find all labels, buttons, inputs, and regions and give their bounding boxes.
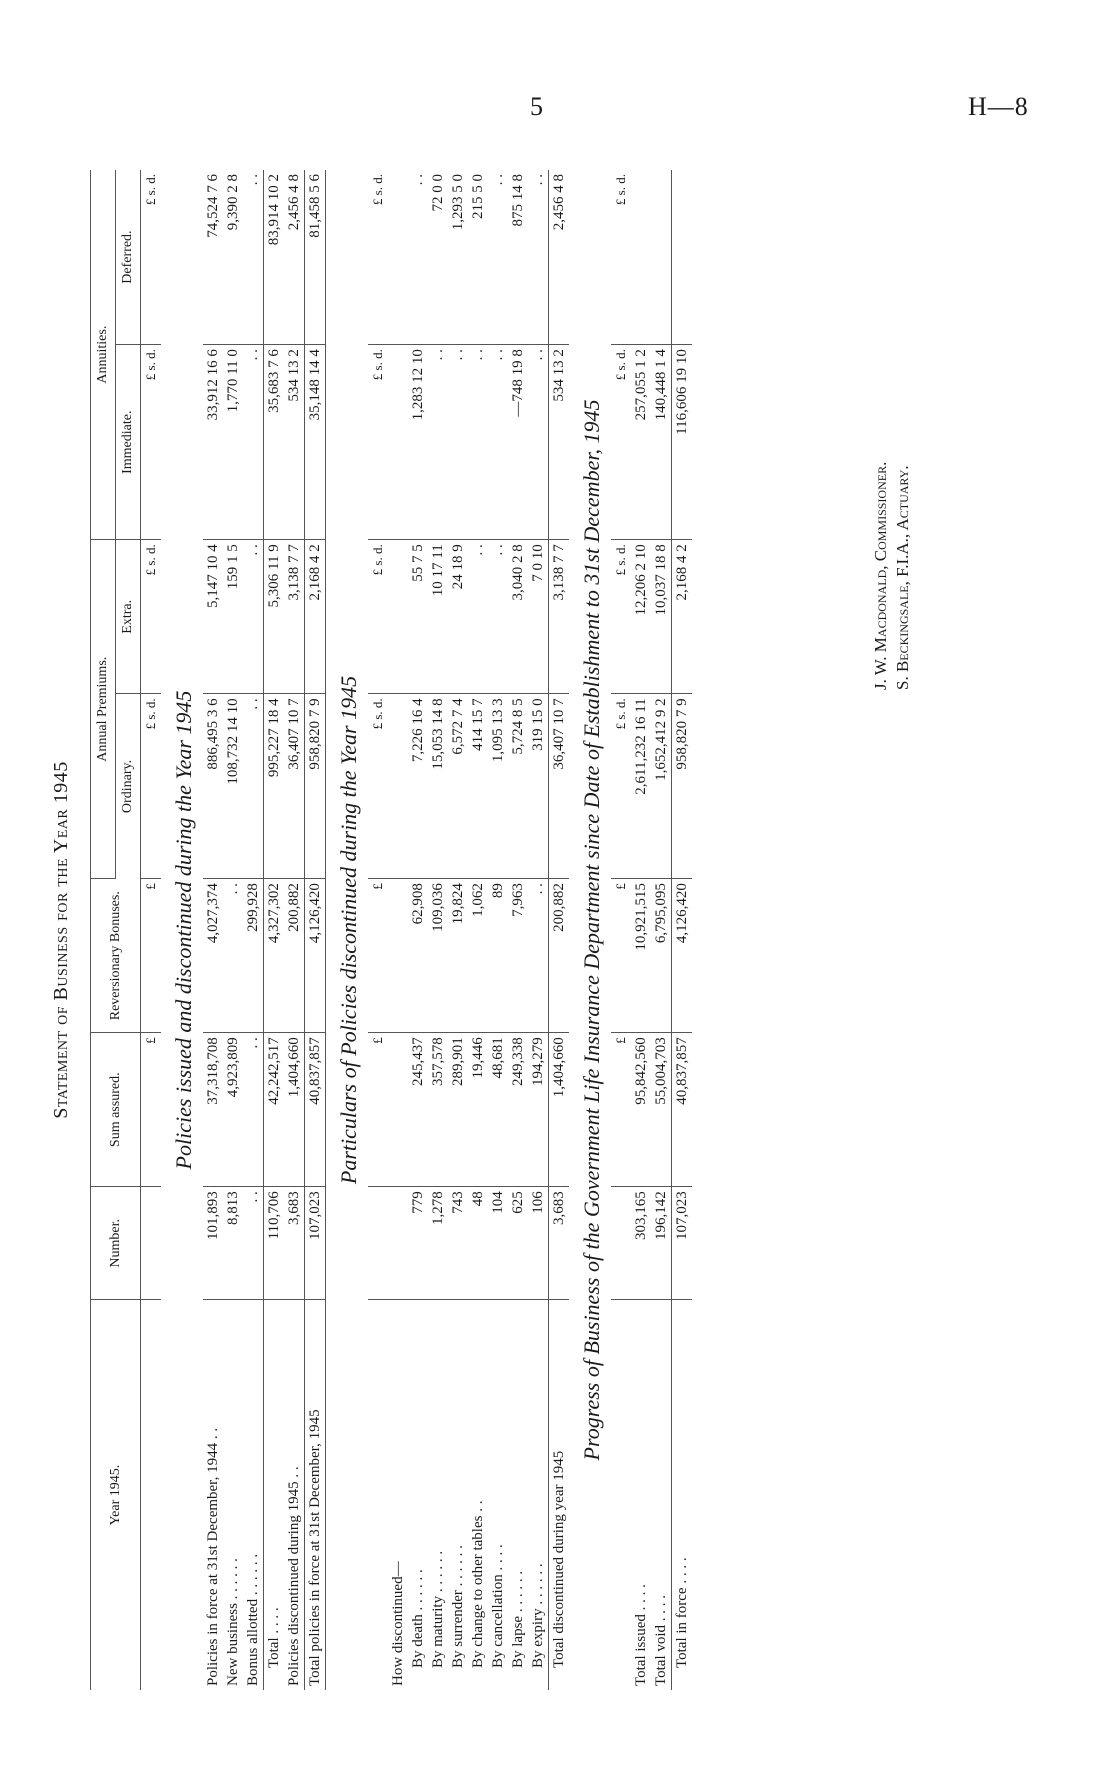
row-label — [141, 1300, 162, 1690]
table-cell — [388, 1033, 408, 1187]
header-annual-premiums: Annual Premiums. — [91, 540, 116, 879]
table-cell: 3,138 7 7 — [284, 540, 305, 694]
table-cell: 48,681 — [488, 1033, 508, 1187]
table-cell: 357,578 — [428, 1033, 448, 1187]
table-cell: 7 0 10 — [528, 540, 549, 694]
table-cell: 159 1 5 — [223, 540, 243, 694]
table-cell: 95,842,560 — [631, 1033, 651, 1187]
section-heading: Progress of Business of the Government Life Insurance Department since Date of Establishment to 31st December, 1945 — [579, 399, 604, 1461]
table-cell: £ — [368, 1033, 388, 1187]
table-cell: 55,004,703 — [651, 1033, 672, 1187]
table-cell: . . — [243, 170, 264, 345]
table-cell: . . — [223, 879, 243, 1033]
table-cell: 2,611,232 16 11 — [631, 694, 651, 879]
table-cell: 74,524 7 6 — [203, 170, 223, 345]
table-cell: 19,824 — [448, 879, 468, 1033]
table-cell: £ s. d. — [141, 345, 162, 540]
table-row — [203, 170, 223, 1690]
table-cell: 196,142 — [651, 1187, 672, 1300]
table-cell: 9,390 2 8 — [223, 170, 243, 345]
table-row — [408, 170, 428, 1690]
table-cell: 1,404,660 — [549, 1033, 570, 1187]
table-cell: 10,921,515 — [631, 879, 651, 1033]
table-cell: £ s. d. — [611, 540, 631, 694]
table-cell: 107,023 — [672, 1187, 693, 1300]
table-cell: 2,456 4 8 — [549, 170, 570, 345]
table-row — [305, 170, 326, 1690]
table-cell: 12,206 2 10 — [631, 540, 651, 694]
table-cell: 116,606 19 10 — [672, 345, 693, 540]
table-cell: £ — [611, 879, 631, 1033]
table-cell: 72 0 0 — [428, 170, 448, 345]
table-cell: 2,168 4 2 — [672, 540, 693, 694]
table-cell: 35,148 14 4 — [305, 345, 326, 540]
row-label — [611, 1300, 631, 1690]
row-label: By cancellation . . . . — [490, 1544, 506, 1668]
header-ordinary: Ordinary. — [116, 694, 141, 879]
table-row — [368, 170, 388, 1690]
table-row — [388, 170, 408, 1690]
table-cell: 3,138 7 7 — [549, 540, 570, 694]
table-cell: £ — [368, 879, 388, 1033]
table-cell: 299,928 — [243, 879, 264, 1033]
row-label: Total discontinued during year 1945 — [549, 1300, 570, 1690]
table-cell: 1,652,412 9 2 — [651, 694, 672, 879]
table-cell: 2,456 4 8 — [284, 170, 305, 345]
table-row — [264, 170, 285, 1690]
table-cell: 534 13 2 — [549, 345, 570, 540]
table-cell — [388, 879, 408, 1033]
table-row — [448, 170, 468, 1690]
row-label: Total . . . . — [264, 1300, 285, 1690]
table-cell: . . — [408, 170, 428, 345]
table-cell: 48 — [468, 1187, 488, 1300]
table-cell — [388, 694, 408, 879]
table-cell: £ s. d. — [368, 345, 388, 540]
table-cell — [368, 1187, 388, 1300]
table-cell: 62,908 — [408, 879, 428, 1033]
header-extra: Extra. — [116, 540, 141, 694]
table-cell: 1,404,660 — [284, 1033, 305, 1187]
signature-commissioner: J. W. Macdonald, Commissioner. — [871, 461, 890, 690]
statement-body — [141, 170, 693, 1690]
table-cell: 249,338 — [508, 1033, 528, 1187]
table-cell: . . — [528, 879, 549, 1033]
table-cell: 245,437 — [408, 1033, 428, 1187]
header-annuities: Annuities. — [91, 170, 116, 540]
table-cell — [611, 1187, 631, 1300]
table-cell — [388, 540, 408, 694]
table-cell: 875 14 8 — [508, 170, 528, 345]
row-label: By change to other tables . . — [470, 1500, 486, 1668]
table-cell: 55 7 5 — [408, 540, 428, 694]
row-label: Total void . . . . — [653, 1594, 669, 1686]
table-cell: £ s. d. — [368, 694, 388, 879]
table-row — [468, 170, 488, 1690]
row-label: New business . . . . . . — [225, 1558, 241, 1686]
row-label: By maturity . . . . . . — [430, 1550, 446, 1668]
header-deferred: Deferred. — [116, 170, 141, 345]
table-cell: 4,126,420 — [305, 879, 326, 1033]
table-cell: . . — [488, 170, 508, 345]
table-cell: 200,882 — [549, 879, 570, 1033]
table-cell: 89 — [488, 879, 508, 1033]
table-cell: 6,795,095 — [651, 879, 672, 1033]
table-cell: 2,168 4 2 — [305, 540, 326, 694]
table-cell: . . — [468, 345, 488, 540]
table-cell: 779 — [408, 1187, 428, 1300]
table-cell: 8,813 — [223, 1187, 243, 1300]
table-cell: 5,147 10 4 — [203, 540, 223, 694]
table-cell: 3,040 2 8 — [508, 540, 528, 694]
table-cell: 33,912 16 6 — [203, 345, 223, 540]
table-cell: . . — [243, 1187, 264, 1300]
table-cell: . . — [243, 540, 264, 694]
table-cell: . . — [243, 1033, 264, 1187]
table-row — [141, 170, 162, 1690]
row-label: By expiry . . . . . . — [530, 1563, 546, 1668]
table-cell: 4,126,420 — [672, 879, 693, 1033]
table-cell: 5,724 8 5 — [508, 694, 528, 879]
table-cell: 37,318,708 — [203, 1033, 223, 1187]
table-row — [549, 170, 570, 1690]
table-cell: . . — [468, 540, 488, 694]
row-label: Policies in force at 31st December, 1944 . . — [205, 1427, 221, 1686]
table-cell: 1,293 5 0 — [448, 170, 468, 345]
table-cell — [388, 170, 408, 345]
row-label — [368, 1300, 388, 1690]
row-label: Total in force . . . . — [672, 1300, 693, 1690]
table-cell: £ s. d. — [141, 170, 162, 345]
table-cell: 81,458 5 6 — [305, 170, 326, 345]
table-cell: 6,572 7 4 — [448, 694, 468, 879]
section-heading-row — [161, 170, 203, 1690]
table-row — [611, 170, 631, 1690]
row-label: Policies discontinued during 1945 . . — [286, 1466, 302, 1686]
table-cell: . . — [243, 345, 264, 540]
table-row — [284, 170, 305, 1690]
table-cell: 10 17 11 — [428, 540, 448, 694]
statement-table — [90, 170, 692, 1690]
table-cell: 958,820 7 9 — [305, 694, 326, 879]
row-label: Total issued . . . . — [633, 1584, 649, 1686]
header-year: Year 1945. — [91, 1300, 141, 1690]
table-cell: 3,683 — [284, 1187, 305, 1300]
table-row — [488, 170, 508, 1690]
table-cell: 995,227 18 4 — [264, 694, 285, 879]
table-cell: . . — [488, 345, 508, 540]
row-label: How discontinued— — [390, 1561, 406, 1686]
rotated-statement — [50, 150, 980, 1730]
table-cell: 1,062 — [468, 879, 488, 1033]
table-cell: 15,053 14 8 — [428, 694, 448, 879]
page-code: H—8 — [968, 92, 1029, 121]
table-cell: . . — [528, 345, 549, 540]
table-cell: £ s. d. — [141, 694, 162, 879]
header-number: Number. — [91, 1187, 141, 1300]
table-cell: 1,095 13 3 — [488, 694, 508, 879]
table-row — [631, 170, 651, 1690]
row-label: Total policies in force at 31st December, 1945 — [305, 1300, 326, 1690]
table-cell: 42,242,517 — [264, 1033, 285, 1187]
header-immediate: Immediate. — [116, 345, 141, 540]
page-number: 5 — [530, 92, 543, 121]
table-cell: £ s. d. — [368, 170, 388, 345]
section-heading: Particulars of Policies discontinued during the Year 1945 — [336, 675, 361, 1185]
row-label: By lapse . . . . . . — [510, 1570, 526, 1668]
statement-title: Statement of Business for the Year 1945 — [50, 761, 72, 1119]
table-cell — [631, 170, 651, 345]
table-cell: 101,893 — [203, 1187, 223, 1300]
table-cell: 36,407 10 7 — [284, 694, 305, 879]
table-cell: 83,914 10 2 — [264, 170, 285, 345]
table-cell: 7,226 16 4 — [408, 694, 428, 879]
table-cell: 4,327,302 — [264, 879, 285, 1033]
table-cell: . . — [488, 540, 508, 694]
table-cell: 109,036 — [428, 879, 448, 1033]
table-cell: 108,732 14 10 — [223, 694, 243, 879]
table-cell: 303,165 — [631, 1187, 651, 1300]
signatures — [870, 462, 914, 690]
table-cell: —748 19 8 — [508, 345, 528, 540]
table-cell — [388, 345, 408, 540]
table-cell — [672, 170, 693, 345]
section-heading: Policies issued and discontinued during the Year 1945 — [171, 690, 196, 1170]
table-cell: 140,448 1 4 — [651, 345, 672, 540]
table-cell: £ s. d. — [611, 694, 631, 879]
table-cell: 200,882 — [284, 879, 305, 1033]
table-cell: 7,963 — [508, 879, 528, 1033]
table-cell: £ s. d. — [141, 540, 162, 694]
table-cell: 625 — [508, 1187, 528, 1300]
table-cell: . . — [243, 694, 264, 879]
table-cell: £ — [141, 879, 162, 1033]
table-cell — [388, 1187, 408, 1300]
table-cell: 19,446 — [468, 1033, 488, 1187]
table-cell: 4,923,809 — [223, 1033, 243, 1187]
table-cell: 4,027,374 — [203, 879, 223, 1033]
table-cell: 1,283 12 10 — [408, 345, 428, 540]
header-reversionary: Reversionary Bonuses. — [91, 879, 141, 1033]
table-cell: 104 — [488, 1187, 508, 1300]
table-cell: £ s. d. — [368, 540, 388, 694]
table-cell: £ — [611, 1033, 631, 1187]
table-cell: 743 — [448, 1187, 468, 1300]
table-cell: 1,278 — [428, 1187, 448, 1300]
row-label: By death . . . . . . — [410, 1569, 426, 1668]
table-cell: 1,770 11 0 — [223, 345, 243, 540]
section-heading-row — [569, 170, 611, 1690]
table-cell: 10,037 18 8 — [651, 540, 672, 694]
table-cell: 3,683 — [549, 1187, 570, 1300]
table-row — [672, 170, 693, 1690]
table-cell: 257,055 1 2 — [631, 345, 651, 540]
table-row — [651, 170, 672, 1690]
row-label: By surrender . . . . . . — [450, 1545, 466, 1668]
row-label: Bonus allotted . . . . . . — [245, 1553, 261, 1686]
table-cell: £ s. d. — [611, 345, 631, 540]
table-cell: 107,023 — [305, 1187, 326, 1300]
table-cell: 35,683 7 6 — [264, 345, 285, 540]
table-cell: 24 18 9 — [448, 540, 468, 694]
table-cell: . . — [448, 345, 468, 540]
table-cell: 5,306 11 9 — [264, 540, 285, 694]
table-cell: 36,407 10 7 — [549, 694, 570, 879]
table-cell: 534 13 2 — [284, 345, 305, 540]
table-cell: 958,820 7 9 — [672, 694, 693, 879]
table-cell: 414 15 7 — [468, 694, 488, 879]
table-cell: 40,837,857 — [305, 1033, 326, 1187]
table-cell: 319 15 0 — [528, 694, 549, 879]
table-cell: £ s. d. — [611, 170, 631, 345]
table-cell: 194,279 — [528, 1033, 549, 1187]
table-cell: 110,706 — [264, 1187, 285, 1300]
table-cell: . . — [528, 170, 549, 345]
table-cell: 215 5 0 — [468, 170, 488, 345]
section-heading-row — [326, 170, 369, 1690]
table-row — [223, 170, 243, 1690]
table-row — [428, 170, 448, 1690]
table-cell: 886,495 3 6 — [203, 694, 223, 879]
table-row — [508, 170, 528, 1690]
table-cell — [651, 170, 672, 345]
table-cell — [141, 1187, 162, 1300]
signature-actuary: S. Beckingsale, F.I.A., Actuary. — [893, 465, 912, 690]
table-cell: 289,901 — [448, 1033, 468, 1187]
table-cell: 106 — [528, 1187, 549, 1300]
table-row — [528, 170, 549, 1690]
table-cell: £ — [141, 1033, 162, 1187]
table-cell: 40,837,857 — [672, 1033, 693, 1187]
header-sum-assured: Sum assured. — [91, 1033, 141, 1187]
table-row — [243, 170, 264, 1690]
table-cell: . . — [428, 345, 448, 540]
